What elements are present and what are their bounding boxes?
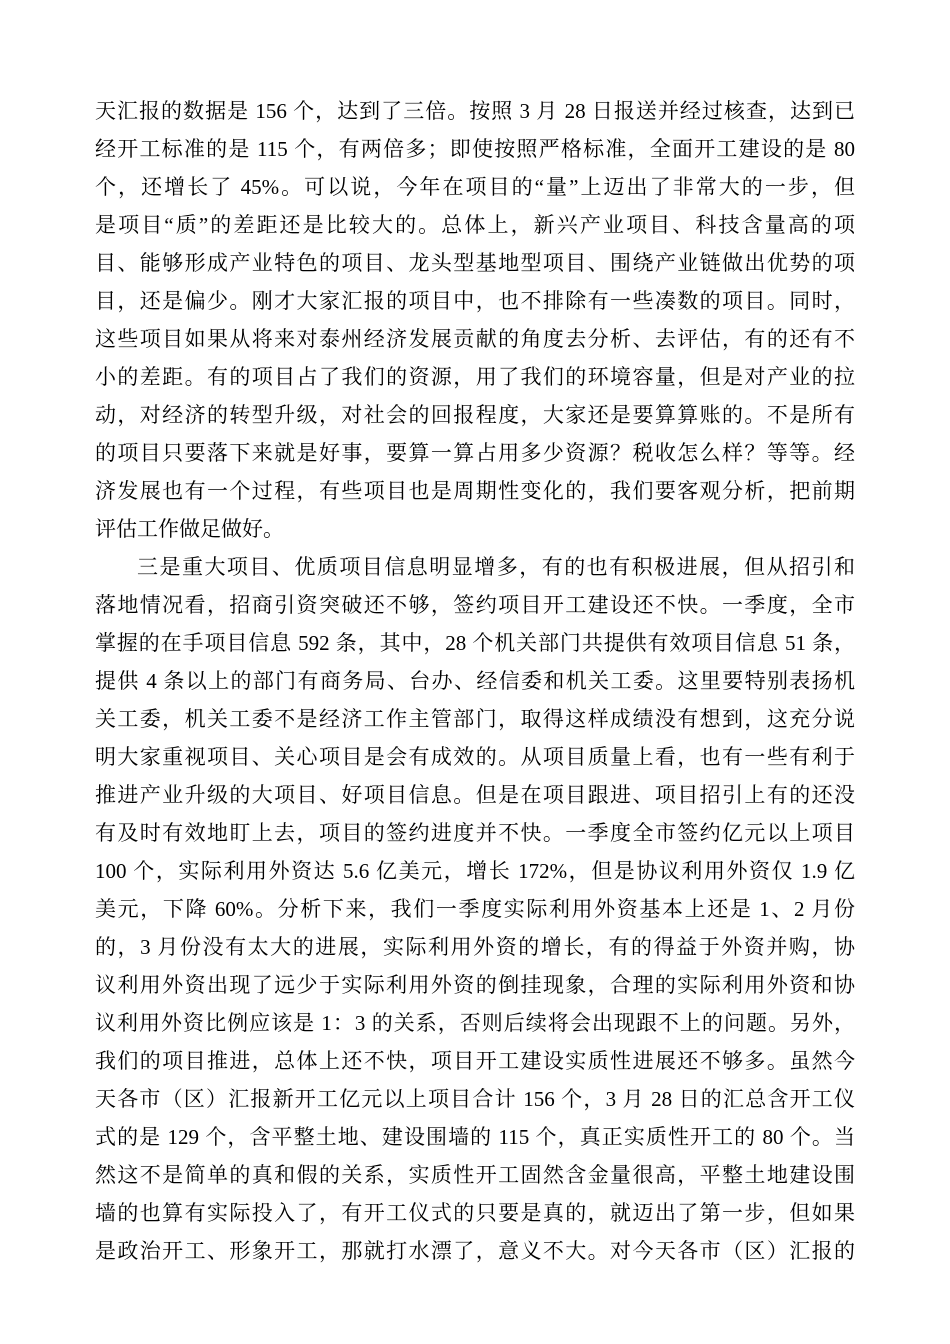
- document-line: 有及时有效地盯上去，项目的签约进度并不快。一季度全市签约亿元以上项目: [95, 821, 855, 845]
- document-line: 评估工作做足做好。: [95, 517, 284, 541]
- document-line: 美元，下降 60%。分析下来，我们一季度实际利用外资基本上还是 1、2 月份: [95, 897, 855, 921]
- document-line: 提供 4 条以上的部门有商务局、台办、经信委和机关工委。这里要特别表扬机: [95, 669, 855, 693]
- document-line: 关工委，机关工委不是经济工作主管部门，取得这样成绩没有想到，这充分说: [95, 707, 855, 731]
- document-line: 三是重大项目、优质项目信息明显增多，有的也有积极进展，但从招引和: [137, 555, 855, 579]
- document-line: 推进产业升级的大项目、好项目信息。但是在项目跟进、项目招引上有的还没: [95, 783, 855, 807]
- paragraph: [95, 548, 855, 1270]
- document-line: 墙的也算有实际投入了，有开工仪式的只要是真的，就迈出了第一步，但如果: [95, 1201, 855, 1225]
- document-line: 经开工标准的是 115 个，有两倍多；即使按照严格标准，全面开工建设的是 80: [95, 137, 855, 161]
- document-line: 目，还是偏少。刚才大家汇报的项目中，也不排除有一些凑数的项目。同时，: [95, 289, 855, 313]
- document-line: 目、能够形成产业特色的项目、龙头型基地型项目、围绕产业链做出优势的项: [95, 251, 855, 275]
- document-line: 小的差距。有的项目占了我们的资源，用了我们的环境容量，但是对产业的拉: [95, 365, 855, 389]
- document-line: 是政治开工、形象开工，那就打水漂了，意义不大。对今天各市（区）汇报的: [95, 1239, 855, 1263]
- document-line: 这些项目如果从将来对泰州经济发展贡献的角度去分析、去评估，有的还有不: [95, 327, 855, 351]
- document-line: 议利用外资出现了远少于实际利用外资的倒挂现象，合理的实际利用外资和协: [95, 973, 855, 997]
- document-line: 我们的项目推进，总体上还不快，项目开工建设实质性进展还不够多。虽然今: [95, 1049, 855, 1073]
- document-line: 个，还增长了 45%。可以说，今年在项目的“量”上迈出了非常大的一步，但: [95, 175, 855, 199]
- document-body: [95, 92, 855, 1270]
- document-line: 落地情况看，招商引资突破还不够，签约项目开工建设还不快。一季度，全市: [95, 593, 855, 617]
- document-line: 是项目“质”的差距还是比较大的。总体上，新兴产业项目、科技含量高的项: [95, 213, 855, 237]
- document-line: 济发展也有一个过程，有些项目也是周期性变化的，我们要客观分析，把前期: [95, 479, 855, 503]
- paragraph: [95, 92, 855, 548]
- document-line: 天各市（区）汇报新开工亿元以上项目合计 156 个，3 月 28 日的汇总含开工仪: [95, 1087, 855, 1111]
- document-line: 的项目只要落下来就是好事，要算一算占用多少资源？税收怎么样？等等。经: [95, 441, 855, 465]
- document-line: 100 个，实际利用外资达 5.6 亿美元，增长 172%，但是协议利用外资仅 1.9 亿: [95, 859, 855, 883]
- document-line: 式的是 129 个，含平整土地、建设围墙的 115 个，真正实质性开工的 80 个。当: [95, 1125, 855, 1149]
- document-line: 动，对经济的转型升级，对社会的回报程度，大家还是要算算账的。不是所有: [95, 403, 855, 427]
- document-line: 议利用外资比例应该是 1：3 的关系，否则后续将会出现跟不上的问题。另外，: [95, 1011, 855, 1035]
- document-line: 天汇报的数据是 156 个，达到了三倍。按照 3 月 28 日报送并经过核查，达到已: [95, 99, 855, 123]
- document-line: 的，3 月份没有太大的进展，实际利用外资的增长，有的得益于外资并购，协: [95, 935, 855, 959]
- document-line: 掌握的在手项目信息 592 条，其中，28 个机关部门共提供有效项目信息 51 条，: [95, 631, 855, 655]
- document-line: 然这不是简单的真和假的关系，实质性开工固然含金量很高，平整土地建设围: [95, 1163, 855, 1187]
- document-line: 明大家重视项目、关心项目是会有成效的。从项目质量上看，也有一些有利于: [95, 745, 855, 769]
